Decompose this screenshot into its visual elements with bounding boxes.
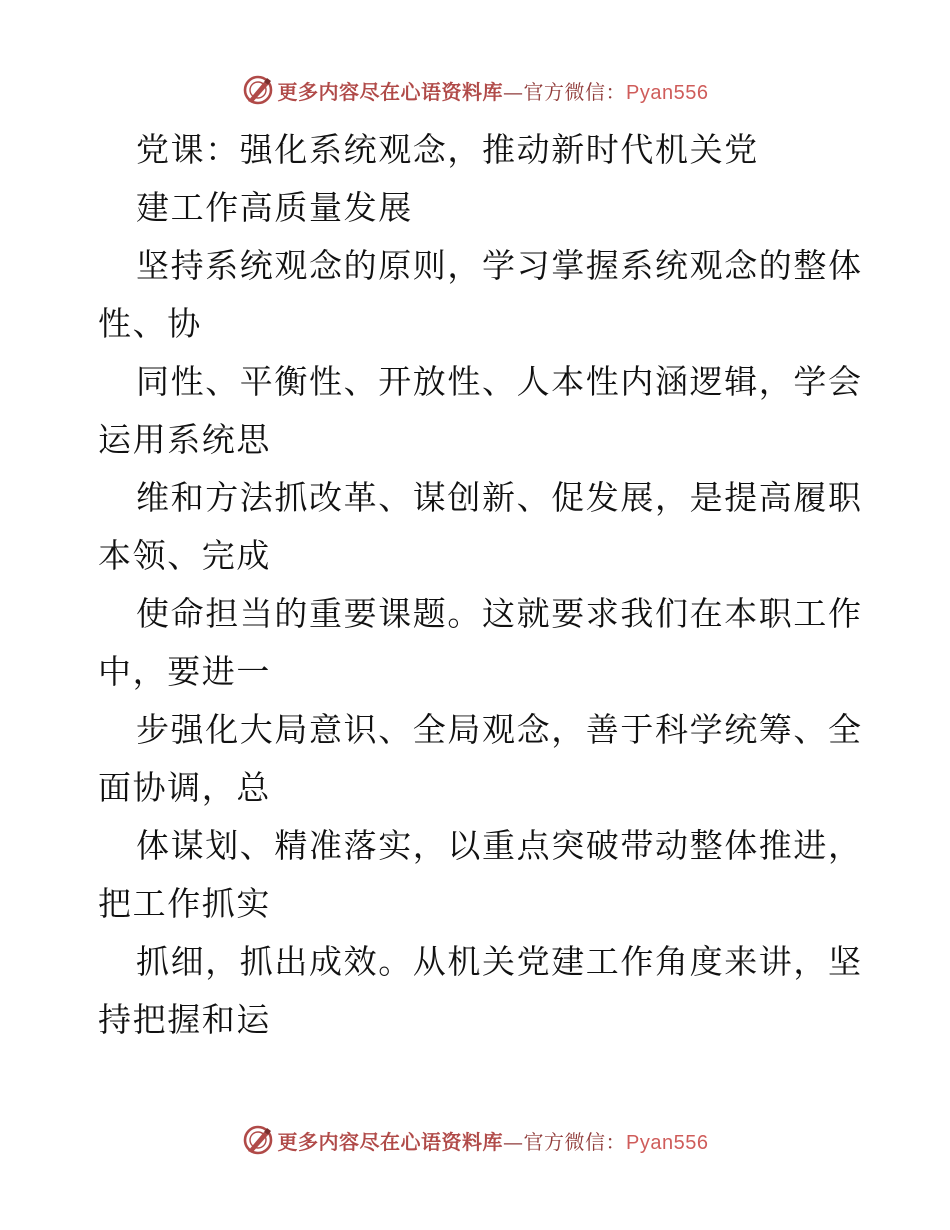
paragraph xyxy=(98,469,863,585)
text-line-wrap: 面协调，总 xyxy=(98,768,271,807)
text-line: 抓细，抓出成效。从机关党建工作角度来讲，坚 xyxy=(136,942,863,981)
text-line-wrap: 把工作抓实 xyxy=(98,884,271,923)
document-body xyxy=(98,121,863,1049)
paragraph xyxy=(98,701,863,817)
watermark-contact-id: Pyan556 xyxy=(626,81,709,104)
watermark-separator: — xyxy=(503,1129,524,1154)
watermark-separator: — xyxy=(503,79,524,104)
watermark-main-text: 更多内容尽在心语资料库 xyxy=(277,1129,504,1154)
text-line-wrap: 中，要进一 xyxy=(98,652,271,691)
watermark-contact-label: 官方微信： xyxy=(523,1129,627,1154)
text-line: 步强化大局意识、全局观念，善于科学统筹、全 xyxy=(136,710,863,749)
pen-circle-icon xyxy=(242,74,274,106)
text-line: 建工作高质量发展 xyxy=(136,188,413,227)
text-line-wrap: 运用系统思 xyxy=(98,420,271,459)
paragraph xyxy=(98,933,863,1049)
watermark-contact-id: Pyan556 xyxy=(626,1131,709,1154)
document-title-line-2 xyxy=(98,179,858,237)
paragraph xyxy=(98,237,863,353)
text-line-wrap: 本领、完成 xyxy=(98,536,271,575)
header-watermark xyxy=(0,70,950,110)
pen-circle-icon xyxy=(242,1124,274,1156)
document-title-line-1 xyxy=(98,121,858,179)
text-line: 党课：强化系统观念，推动新时代机关党 xyxy=(136,130,759,169)
text-line: 维和方法抓改革、谋创新、促发展，是提高履职 xyxy=(136,478,863,517)
footer-watermark xyxy=(0,1120,950,1160)
paragraph xyxy=(98,585,863,701)
paragraph xyxy=(98,353,863,469)
paragraph xyxy=(98,817,863,933)
watermark-contact-label: 官方微信： xyxy=(523,79,627,104)
text-line: 体谋划、精准落实，以重点突破带动整体推进， xyxy=(136,826,863,865)
text-line-wrap: 性、协 xyxy=(98,304,202,343)
text-line: 使命担当的重要课题。这就要求我们在本职工作 xyxy=(136,594,863,633)
text-line-wrap: 持把握和运 xyxy=(98,1000,271,1039)
text-line: 同性、平衡性、开放性、人本性内涵逻辑，学会 xyxy=(136,362,863,401)
text-line: 坚持系统观念的原则，学习掌握系统观念的整体 xyxy=(136,246,863,285)
watermark-main-text: 更多内容尽在心语资料库 xyxy=(277,79,504,104)
